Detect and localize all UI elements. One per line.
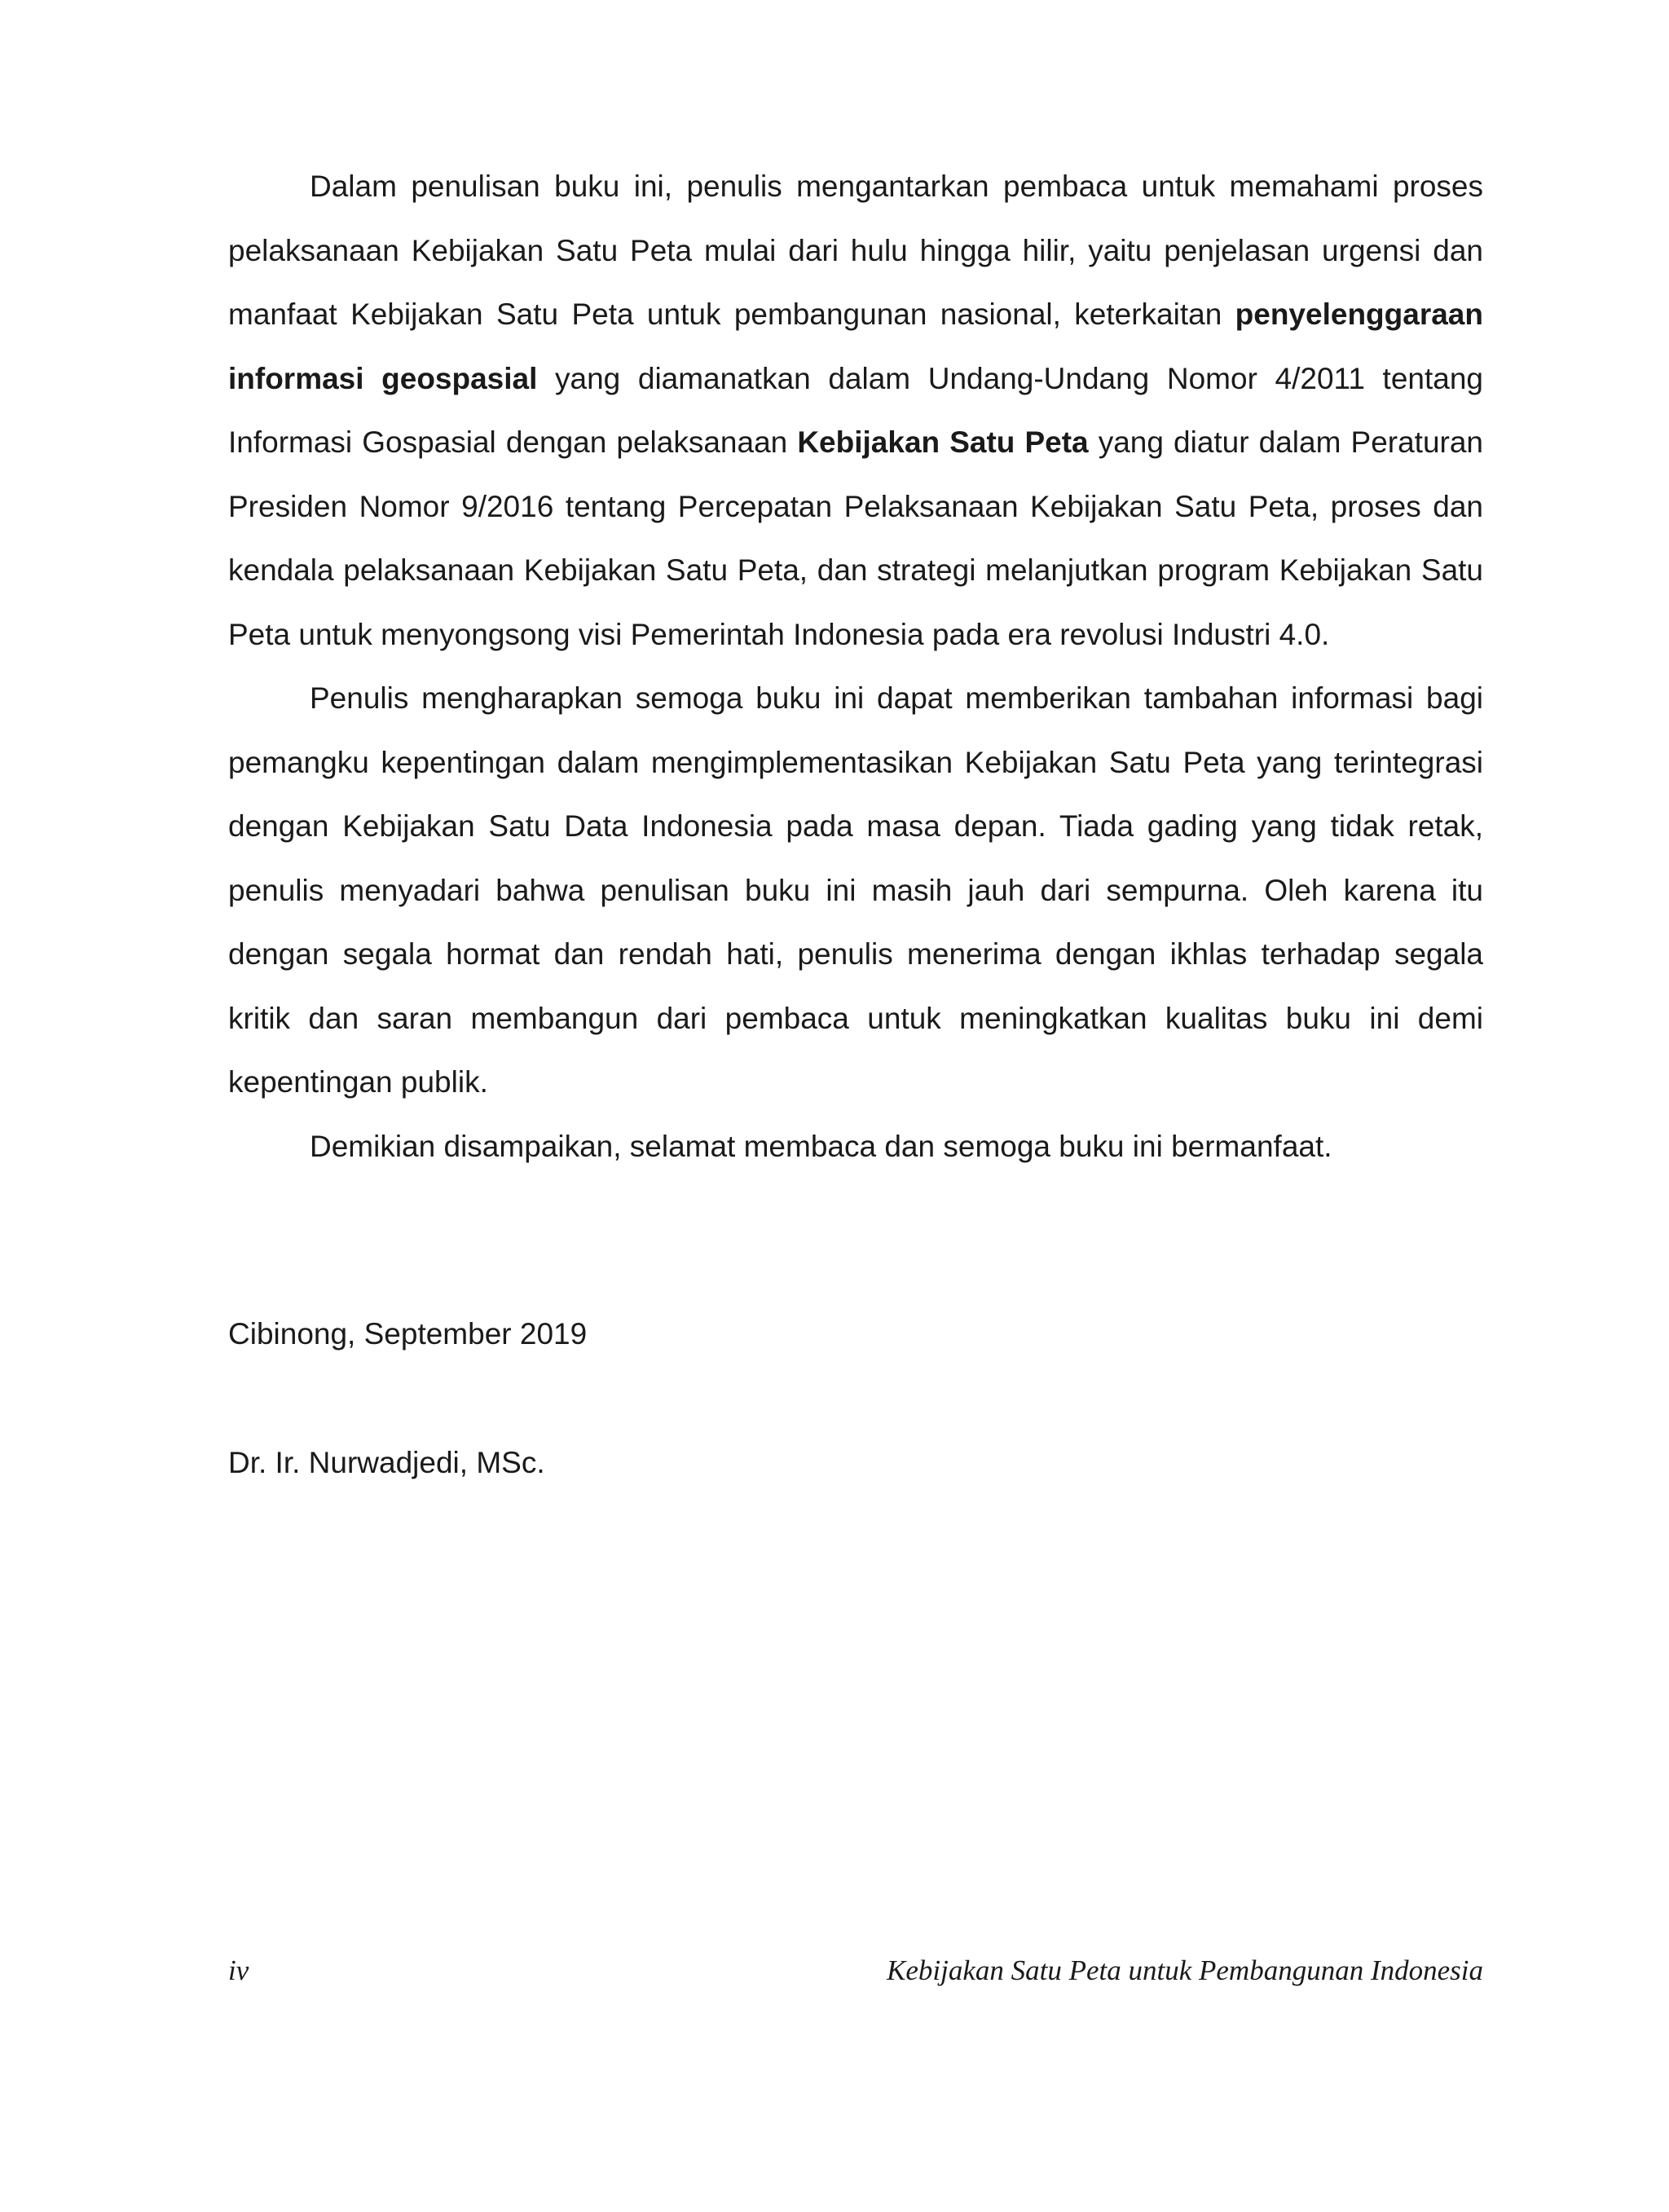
paragraph-1-text-1: Dalam penulisan buku ini, penulis mengantarkan pembaca untuk memahami proses pelaksanaan Kebijakan Satu Peta mulai dari hulu hingga hilir, yaitu penjelasan urgensi dan manfaat Kebijakan Satu Peta untuk pembangunan nasional, keterkaitan: [228, 170, 1483, 331]
paragraph-2: [228, 667, 1483, 1115]
paragraph-3-text-1: Demikian disampaikan, selamat membaca dan semoga buku ini bermanfaat.: [310, 1129, 1332, 1163]
running-title: Kebijakan Satu Peta untuk Pembangunan Indonesia: [887, 1954, 1483, 1986]
paragraph-1-bold-2: Kebijakan Satu Peta: [797, 425, 1089, 459]
paragraph-1: [228, 155, 1483, 667]
paragraph-1-text-3: yang diatur dalam Peraturan Presiden Nomor 9/2016 tentang Percepatan Pelaksanaan Kebijakan Satu Peta, proses dan kendala pelaksanaan Kebijakan Satu Peta, dan strategi melanjutkan program Kebijakan Satu Peta untuk menyongsong visi Pemerintah Indonesia pada era revolusi Industri 4.0.: [228, 425, 1484, 651]
paragraph-1-text-2: yang diamanatkan dalam Undang-Undang Nomor 4/2011 tentang Informasi Gospasial dengan pelaksanaan: [228, 361, 1483, 459]
author-name: Dr. Ir. Nurwadjedi, MSc.: [228, 1446, 545, 1479]
paragraph-1-bold-1: penyelenggaraan informasi geospasial: [228, 297, 1483, 395]
page-number: iv: [228, 1954, 249, 1986]
place-date: Cibinong, September 2019: [228, 1317, 588, 1351]
paragraph-3: [228, 1115, 1483, 1179]
page-footer: [228, 1946, 1483, 1995]
paragraph-2-text-1: Penulis mengharapkan semoga buku ini dapat memberikan tambahan informasi bagi pemangku kepentingan dalam mengimplementasikan Kebijakan Satu Peta yang terintegrasi dengan Kebijakan Satu Data Indonesia pada masa depan. Tiada gading yang tidak retak, penulis menyadari bahwa penulisan buku ini masih jauh dari sempurna. Oleh karena itu dengan segala hormat dan rendah hati, penulis menerima dengan ikhlas terhadap segala kritik dan saran membangun dari pembaca untuk meningkatkan kualitas buku ini demi kepentingan publik.: [228, 681, 1483, 1099]
body-text: [228, 155, 1483, 1179]
